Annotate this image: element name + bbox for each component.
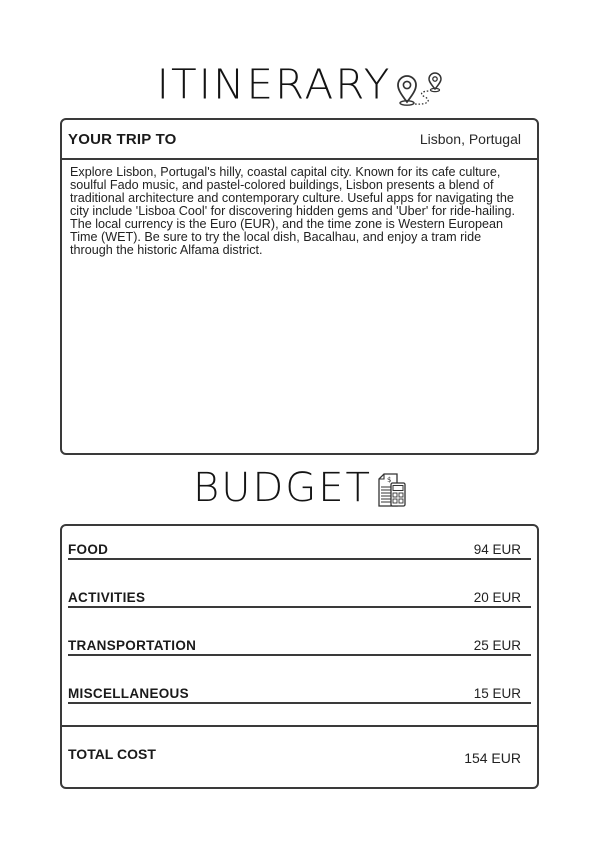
budget-item-value: 15 EUR <box>473 686 521 701</box>
total-cost-label: TOTAL COST <box>68 746 156 762</box>
trip-destination: Lisbon, Portugal <box>419 131 521 147</box>
itinerary-heading <box>0 60 600 109</box>
total-divider <box>62 725 537 727</box>
budget-row-activities <box>68 586 531 608</box>
budget-item-label: FOOD <box>68 542 109 557</box>
total-cost-value: 154 EUR <box>464 750 521 766</box>
itinerary-title: ITINERARY <box>156 60 392 109</box>
budget-title: BUDGET <box>193 465 372 511</box>
map-route-pins-icon <box>395 72 443 108</box>
budget-item-label: TRANSPORTATION <box>68 638 197 653</box>
budget-row-transportation <box>68 634 531 656</box>
trip-card <box>60 118 539 455</box>
budget-item-value: 25 EUR <box>473 638 521 653</box>
budget-heading <box>0 465 600 511</box>
budget-item-value: 20 EUR <box>473 590 521 605</box>
trip-label: YOUR TRIP TO <box>68 130 177 148</box>
invoice-calculator-icon <box>377 473 407 507</box>
budget-item-label: MISCELLANEOUS <box>68 686 189 701</box>
budget-item-label: ACTIVITIES <box>68 590 146 605</box>
trip-header <box>62 120 537 160</box>
budget-row-food <box>68 538 531 560</box>
budget-card <box>60 524 539 789</box>
budget-row-miscellaneous <box>68 682 531 704</box>
trip-description: Explore Lisbon, Portugal's hilly, coastal capital city. Known for its cafe culture, soulful Fado music, and pastel-colored buildings, Lisbon presents a blend of traditional architecture and contemporary culture. Useful apps for navigating the city include 'Lisboa Cool' for discovering hidden gems and 'Uber' for ride-hailing. The local currency is the Euro (EUR), and the time zone is Western European Time (WET). Be sure to try the local dish, Bacalhau, and enjoy a tram ride through the historic Alfama district. <box>70 165 516 257</box>
svg-text:$: $ <box>386 476 392 484</box>
total-row <box>68 746 531 766</box>
budget-item-value: 94 EUR <box>473 542 521 557</box>
